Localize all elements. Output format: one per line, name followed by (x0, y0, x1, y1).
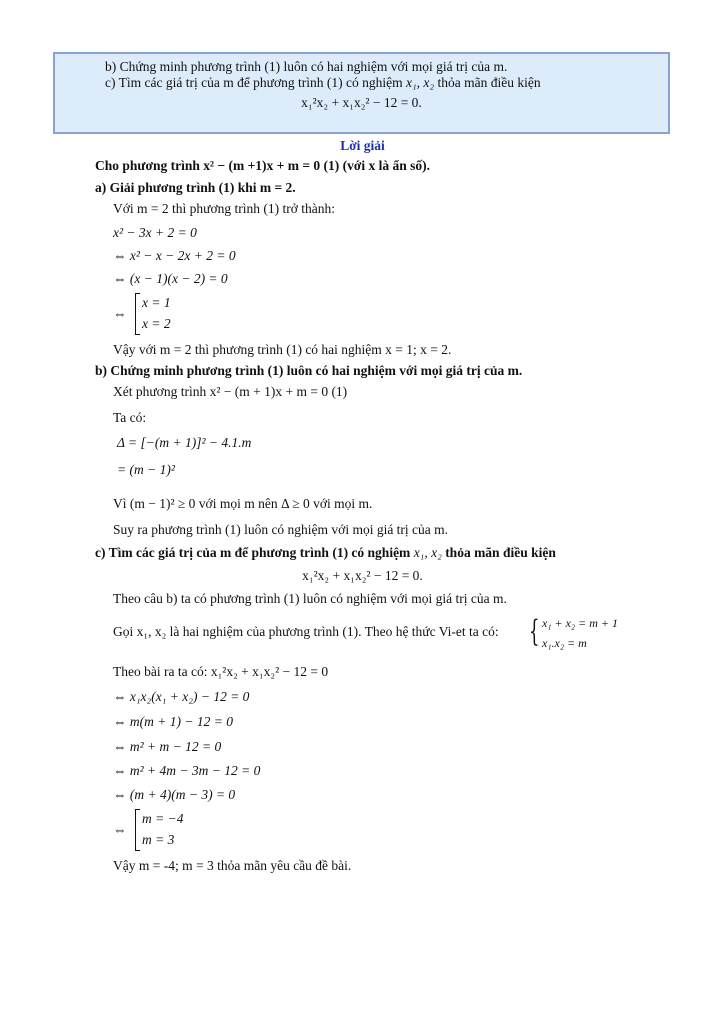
problem-part-c (105, 74, 541, 92)
part-a-roots (142, 292, 171, 334)
part-a-eq1: x² − 3x + 2 = 0 (113, 225, 197, 240)
problem-part-c-suffix: thỏa mãn điều kiện (437, 75, 541, 90)
part-b-text2: Ta có: (113, 410, 147, 425)
part-a-root1: x = 1 (142, 295, 171, 310)
vieta-sum: x₁ + x₂ = m + 1 (542, 616, 618, 630)
part-b-text4: Suy ra phương trình (1) luôn có nghiệm với mọi giá trị của m. (113, 522, 449, 537)
part-c-bracket (135, 809, 140, 851)
part-c-eq1: ⇔ x₁x₂(x₁ + x₂) − 12 = 0 (113, 689, 250, 704)
solution-intro: Cho phương trình x² − (m +1)x + m = 0 (1) (với x là ẩn số). (95, 158, 431, 173)
part-b-heading: b) Chứng minh phương trình (1) luôn có hai nghiệm với mọi giá trị của m. (95, 363, 523, 378)
part-b-text3: Vì (m − 1)² ≥ 0 với mọi m nên Δ ≥ 0 với mọi m. (113, 496, 373, 511)
part-a-eq2: ⇔ x² − x − 2x + 2 = 0 (113, 248, 236, 263)
part-c-condition: x₁²x₂ + x₁x₂² − 12 = 0. (302, 568, 423, 583)
part-b-eq1: Δ = [−(m + 1)]² − 4.1.m (117, 435, 252, 450)
vieta-system (542, 613, 618, 653)
part-c-roots (142, 808, 183, 850)
part-c-heading-vars: x₁, x₂ (413, 545, 442, 560)
problem-condition: x₁²x₂ + x₁x₂² − 12 = 0. (301, 95, 422, 110)
part-c-text1: Theo câu b) ta có phương trình (1) luôn có nghiệm với mọi giá trị của m. (113, 591, 507, 606)
part-b-eq2: = (m − 1)² (117, 462, 175, 477)
problem-box (53, 52, 670, 134)
part-c-heading-suffix: thỏa mãn điều kiện (445, 545, 556, 560)
part-c-eq4: ⇔ m² + 4m − 3m − 12 = 0 (113, 763, 261, 778)
part-a-implies: ⇔ (113, 306, 127, 321)
part-c-heading (95, 544, 556, 562)
part-c-eq3: ⇔ m² + m − 12 = 0 (113, 739, 222, 754)
part-c-heading-prefix: c) Tìm các giá trị của m để phương trình (1) có nghiệm (95, 545, 411, 560)
part-a-conclusion: Vậy với m = 2 thì phương trình (1) có hai nghiệm x = 1; x = 2. (113, 342, 452, 357)
vieta-brace: { (529, 614, 540, 649)
problem-part-c-vars: x₁, x₂ (406, 75, 435, 90)
part-c-conclusion: Vậy m = -4; m = 3 thỏa mãn yêu cầu đề bài. (113, 858, 352, 873)
vieta-product: x₁.x₂ = m (542, 636, 587, 650)
part-a-root2: x = 2 (142, 316, 171, 331)
part-c-text2: Gọi x₁, x₂ là hai nghiệm của phương trình (1). Theo hệ thức Vi-et ta có: (113, 624, 499, 639)
part-c-implies: ⇔ (113, 822, 127, 837)
part-c-eq5: ⇔ (m + 4)(m − 3) = 0 (113, 787, 236, 802)
part-a-text: Với m = 2 thì phương trình (1) trở thành: (113, 201, 335, 216)
part-a-bracket (135, 293, 140, 335)
part-c-text3: Theo bài ra ta có: x₁²x₂ + x₁x₂² − 12 = 0 (113, 664, 329, 679)
part-b-text1: Xét phương trình x² − (m + 1)x + m = 0 (1) (113, 384, 348, 399)
part-c-root1: m = −4 (142, 811, 184, 826)
part-a-heading: a) Giải phương trình (1) khi m = 2. (95, 180, 296, 195)
problem-part-c-prefix: c) Tìm các giá trị của m để phương trình (1) có nghiệm (105, 75, 403, 90)
part-a-eq3: ⇔ (x − 1)(x − 2) = 0 (113, 271, 228, 286)
part-c-eq2: ⇔ m(m + 1) − 12 = 0 (113, 714, 233, 729)
problem-part-b: b) Chứng minh phương trình (1) luôn có hai nghiệm với mọi giá trị của m. (105, 59, 508, 74)
part-c-root2: m = 3 (142, 832, 175, 847)
solution-title: Lời giải (340, 138, 385, 153)
